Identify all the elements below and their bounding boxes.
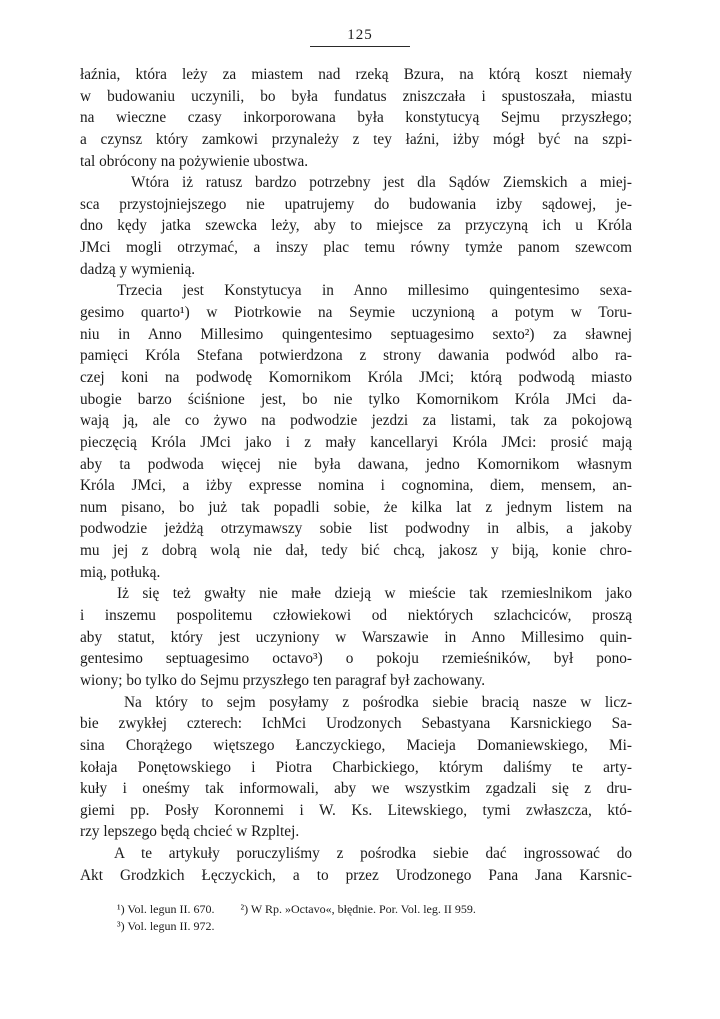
text-line: dno kędy jatka szewcka leży, aby to miejsce za przyczyną ich u Króla: [80, 217, 632, 235]
page-number: [0, 27, 720, 47]
paragraph-start-line: A te artykuły poruczyliśmy z pośrodka siebie dać ingrossować do: [114, 845, 632, 863]
text-line: mu jej z dobrą wolą nie dał, tedy bić chcą, jakosz y biją, konie chro-: [80, 542, 632, 560]
text-line: pamięci Króla Stefana potwierdzona z strony dawania podwód albo ra-: [80, 347, 632, 365]
text-line: gentesimo septuagesimo octavo³) o pokoju rzemieśników, był pono-: [80, 650, 632, 668]
text-line: aby ta podwoda więcej nie była dawana, jedno Komornikom własnym: [80, 455, 632, 473]
text-line: bie zwykłej czterech: IchMci Urodzonych Sebastyana Karsnickiego Sa-: [80, 715, 632, 733]
text-line: Akt Grodzkich Łęczyckich, a to przez Urodzonego Pana Jana Karsnic-: [80, 866, 632, 884]
text-line: kołaja Ponętowskiego i Piotra Charbickiego, którym daliśmy te arty-: [80, 758, 632, 776]
text-line: tal obrócony na pożywienie ubostwa.: [80, 152, 309, 170]
text-line: ubogie barzo ściśnione jest, bo nie tylko Komornikom Króla JMci da-: [80, 390, 632, 408]
page-number-text: 125: [347, 27, 373, 43]
text-line: w budowaniu uczynili, bo była fundatus zniszczała i spustoszała, miastu: [80, 87, 632, 105]
text-line: sina Chorążego więtszego Łanczyckiego, Macieja Domaniewskiego, Mi-: [80, 736, 632, 754]
text-line: num pisano, bo już tak popadli sobie, że kilka lat z jednym listem na: [80, 498, 632, 516]
paragraph-start-line: Trzecia jest Konstytucya in Anno millesimo quingentesimo sexa-: [117, 282, 632, 300]
text-line: czej koni na podwodę Komornikom Króla JMci; którą podwodą miasto: [80, 368, 632, 386]
text-line: JMci mogli otrzymać, a inszy plac temu równy tymże panom szewcom: [80, 239, 632, 257]
footnote-1: ¹) Vol. legun II. 670.: [117, 902, 215, 916]
paragraph-start-line: Na który to sejm posyłamy z pośrodka siebie bracią nasze w licz-: [124, 693, 632, 711]
text-line: mią, potłuką.: [80, 563, 161, 581]
footnote-3: ³) Vol. legun II. 972.: [117, 919, 215, 933]
text-line: i inszemu pospolitemu człowiekowi od niektórych szlachciców, proszą: [80, 607, 632, 625]
text-line: łaźnia, która leży za miastem nad rzeką Bzura, na którą koszt niemały: [80, 66, 632, 83]
text-line: giemi pp. Posły Koronnemi i W. Ks. Litewskiego, tymi zwłaszcza, któ-: [80, 801, 632, 819]
text-line: dadzą y wymienią.: [80, 260, 196, 278]
footnote-row: [117, 901, 637, 918]
text-line: gesimo quarto¹) w Piotrkowie na Seymie uczynioną a potym w Toru-: [80, 304, 632, 322]
text-line: kuły i oneśmy tak informowali, aby we wszystkim zgadzali się z dru-: [80, 780, 632, 798]
footnote-row: [117, 918, 637, 935]
text-line: niu in Anno Millesimo quingentesimo septuagesimo sexto²) za sławnej: [80, 325, 632, 343]
page-number-rule: [310, 46, 410, 47]
text-line: a czynsz który zamkowi przynależy z tey łaźni, iżby mógł być na szpi-: [80, 130, 632, 148]
text-line: sca przystojniejszego nie upatrujemy do budowania izby sądowej, je-: [80, 195, 632, 213]
body-text: [80, 64, 632, 886]
text-line: pieczęcią Króla JMci jako i z mały kancellaryi Króla JMci: prosić mają: [80, 433, 632, 451]
text-line: wiony; bo tylko do Sejmu przyszłego ten paragraf był zachowany.: [80, 671, 486, 689]
text-line: wają ją, ale co żywo na podwodzie jezdzi za listami, tak za pokojową: [80, 412, 632, 430]
footnotes: [117, 901, 637, 935]
text-line: rzy lepszego będą chcieć w Rzpltej.: [80, 823, 300, 841]
footnote-2: ²) W Rp. »Octavo«, błędnie. Por. Vol. leg. II 959.: [240, 902, 476, 916]
text-line: na wieczne czasy inkorporowana była konstytucyą Sejmu przyszłego;: [80, 109, 632, 127]
text-line: podwodzie jeżdżą otrzymawszy sobie list podwodny in albis, a jakoby: [80, 520, 632, 538]
paragraph-start-line: Wtóra iż ratusz bardzo potrzebny jest dla Sądów Ziemskich a miej-: [131, 174, 632, 192]
text-line: Króla JMci, a iżby expresse nomina i cognomina, diem, mensem, an-: [80, 477, 632, 495]
paragraph-start-line: Iż się też gwałty nie małe dzieją w mieście tak rzemieslnikom jako: [117, 585, 632, 603]
text-line: aby statut, który jest uczyniony w Warszawie in Anno Millesimo quin-: [80, 628, 632, 646]
